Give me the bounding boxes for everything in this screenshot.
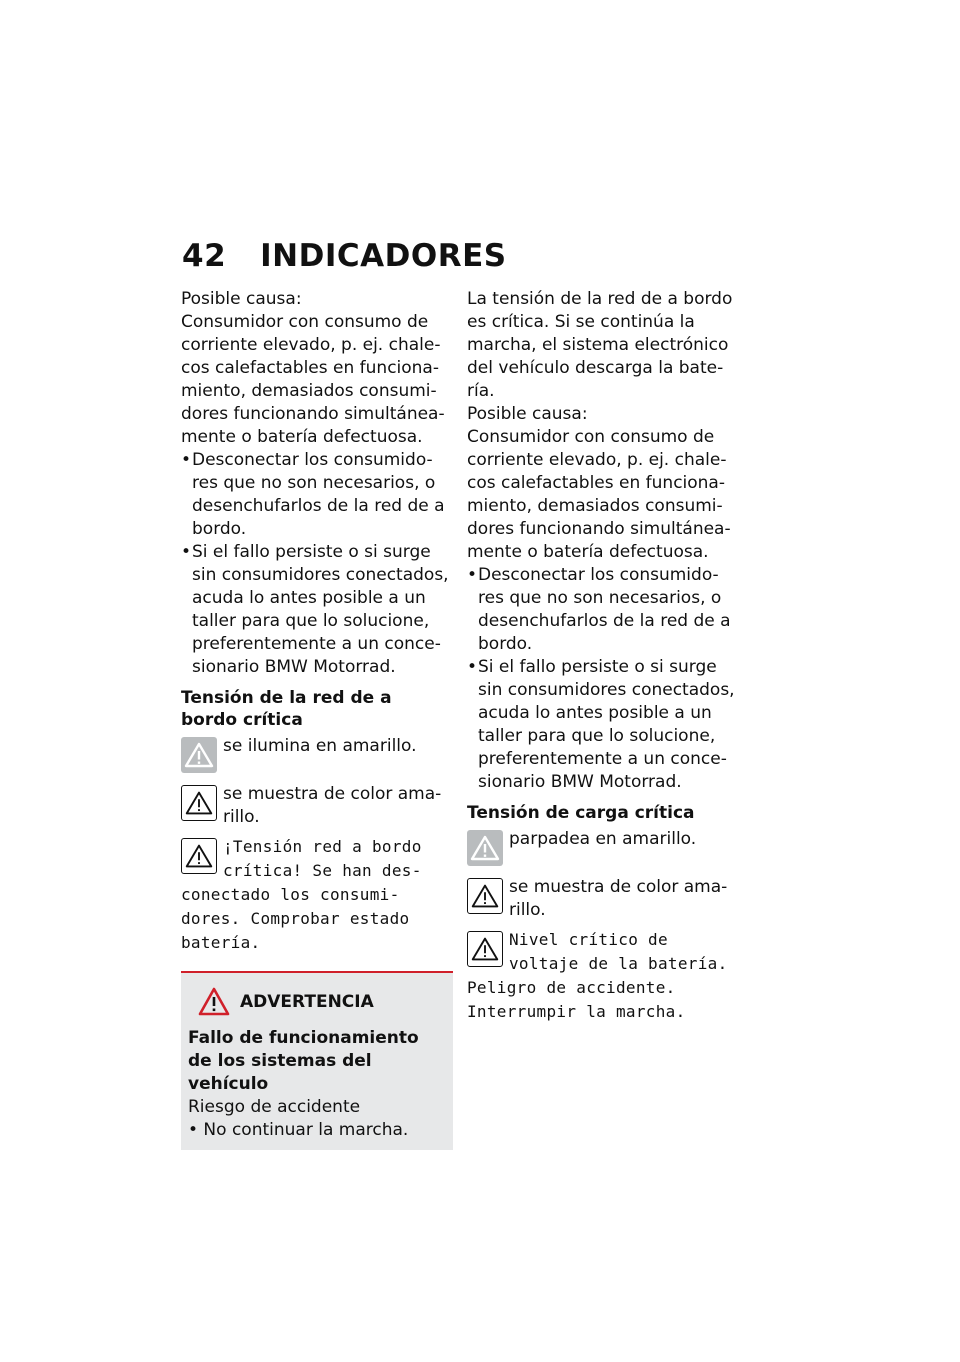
left-column <box>181 288 453 1150</box>
section-title: Tensión de la red de a bordo crítica <box>181 688 392 730</box>
cause-text: Consumidor con consumo de corriente elevado, p. ej. chale-cos calefactables en funciona-miento, demasiados consumi-dores funcionando simultánea-mente o batería defectuosa. <box>467 427 731 562</box>
indicator-text: se muestra de color ama-rillo. <box>223 784 442 827</box>
section-title: Tensión de carga crítica <box>467 803 695 823</box>
warning-triangle-icon <box>467 878 503 914</box>
warning-triangle-red-icon <box>198 987 230 1017</box>
page-number: 42 <box>182 238 227 274</box>
cause-label: Posible causa: <box>467 404 588 424</box>
warning-risk: Riesgo de accidente <box>188 1097 361 1117</box>
warning-triangle-icon <box>467 931 503 967</box>
list-item: • Desconectar los consumido-res que no son necesarios, o desenchufarlos de la red de a bordo. <box>467 564 739 656</box>
indicator-text: se muestra de color ama-rillo. <box>509 877 728 920</box>
action-list <box>467 564 739 794</box>
warning-triangle-icon <box>181 737 217 773</box>
page-title <box>182 238 507 274</box>
warning-header <box>198 987 446 1017</box>
warning-action: • No continuar la marcha. <box>188 1120 409 1140</box>
chapter-title: INDICADORES <box>260 238 507 274</box>
list-item: • Si el fallo persiste o si surge sin consumidores conectados, acuda lo antes posible a un taller para que lo solucione, preferentemente a un conce-sionario BMW Motorrad. <box>467 656 739 794</box>
action-list <box>181 449 453 679</box>
indicator-text: parpadea en amarillo. <box>509 829 697 849</box>
indicator-row <box>467 876 739 922</box>
indicator-text: se ilumina en amarillo. <box>223 736 417 756</box>
indicator-row <box>181 783 453 829</box>
display-message: ¡Tensión red a bordo crítica! Se han des-conectado los consumi-dores. Comprobar estado batería. <box>181 837 422 952</box>
display-message: Nivel crítico de voltaje de la batería. Peligro de accidente. Interrumpir la marcha. <box>467 930 728 1021</box>
display-message-block <box>467 928 739 1024</box>
list-item: • Si el fallo persiste o si surge sin consumidores conectados, acuda lo antes posible a un taller para que lo solucione, preferentemente a un conce-sionario BMW Motorrad. <box>181 541 453 679</box>
display-message-block <box>181 835 453 955</box>
cause-text: Consumidor con consumo de corriente elevado, p. ej. chale-cos calefactables en funciona-miento, demasiados consumi-dores funcionando simultánea-mente o batería defectuosa. <box>181 312 445 447</box>
warning-triangle-icon <box>181 785 217 821</box>
list-item: • Desconectar los consumido-res que no son necesarios, o desenchufarlos de la red de a bordo. <box>181 449 453 541</box>
warning-title: ADVERTENCIA <box>240 991 374 1012</box>
indicator-row <box>467 828 739 866</box>
indicator-row <box>181 735 453 773</box>
warning-triangle-icon <box>467 830 503 866</box>
cause-label: Posible causa: <box>181 289 302 309</box>
intro-text: La tensión de la red de a bordo es crítica. Si se continúa la marcha, el sistema electrónico del vehículo descarga la bate-ría. <box>467 289 733 401</box>
warning-triangle-icon <box>181 838 217 874</box>
warning-subtitle: Fallo de funcionamiento de los sistemas del vehículo <box>188 1028 419 1094</box>
warning-box <box>181 971 453 1150</box>
right-column <box>467 288 739 1024</box>
